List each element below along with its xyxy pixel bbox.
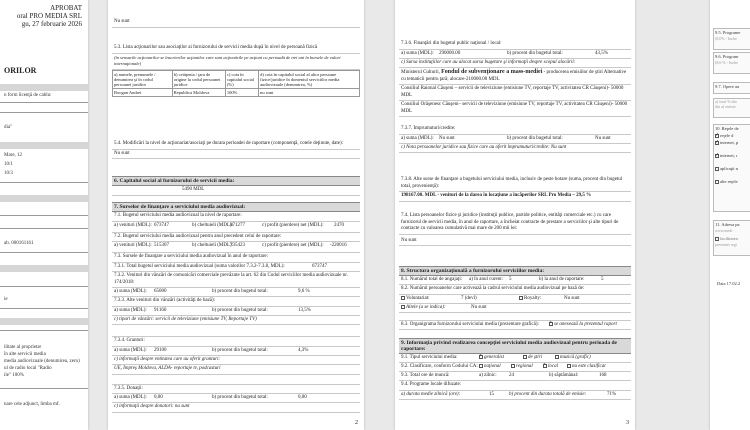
classification-row: [399, 363, 631, 372]
field-note: (8,0% - Inche: [715, 36, 737, 41]
field-label: 9.3. Total ore de muncă:: [401, 373, 450, 378]
field-label: Altele (a se indica):: [406, 304, 446, 310]
news-checkbox[interactable]: [523, 355, 527, 359]
internet-checkbox[interactable]: [715, 154, 719, 158]
field-label: a) venituri (MDL):: [114, 243, 152, 248]
field-group: [713, 98, 750, 118]
field-value: 735423: [230, 243, 245, 248]
form-header-bar: [0, 84, 88, 91]
field-label: 10. Reţele de: [715, 126, 739, 131]
divider: [0, 388, 88, 389]
table-cell: nu sunt: [259, 88, 360, 96]
form-label: ilitate al proprietar: [4, 345, 42, 350]
option-label: regional: [516, 364, 533, 370]
form-label: în alte servicii media: [4, 352, 46, 357]
broadcast-hours-row: [399, 372, 631, 381]
option-label: nu este clasificat: [572, 364, 606, 370]
field-label: a) venituri (MDL):: [114, 222, 152, 228]
section-header: 9. Informaţia privind realizarea concepţiei serviciului media audiovizual pentru perioada de raportare:: [399, 338, 631, 354]
field-label: 7.3.1. Total bugetul serviciului media audiovizual (suma valorilor 7.3.2-7.3.8, MDL):: [114, 263, 285, 269]
option-label: internet, p: [720, 140, 739, 145]
section-7-3-8: [399, 176, 631, 202]
field-label: a) durata medie zilnică (ore):: [401, 391, 461, 397]
funder-name: Ministerul Culturii,: [401, 70, 440, 75]
staff-basis-row: [399, 295, 631, 304]
music-checkbox[interactable]: [555, 355, 559, 359]
funding-purpose: - producerea emisiilor de ştiri Alternative cu tematicii pentru ţară; alocare-210000.00 MDL: [401, 70, 627, 82]
divider: [0, 112, 88, 113]
field-label: b) la anul de raportare:: [539, 277, 585, 282]
field-label: 7.4. Lista persoanelor fizice şi juridice (instituţii publice, partide politice, entităţi comerciale etc.) cu care furnizorul de servicii media, în anul de raportare, a încheiat contracte de prestare a serviciilor şi alte tipuri de contracte cu valoarea cumulativă mai mare de 200 mii lei:: [399, 212, 631, 235]
field-label: a) suma (MDL):: [401, 50, 434, 56]
field-value: 15: [489, 391, 494, 397]
field-label: 9.1. Tipul serviciului media:: [401, 355, 458, 360]
field-value: 29100: [154, 347, 167, 353]
form-label: Mare, 12: [4, 153, 23, 158]
approval-line: oral PRO MEDIA SRL: [16, 12, 82, 20]
field-value: 4,3%: [298, 347, 309, 353]
total-budget-row: [112, 263, 360, 273]
blank-row: [399, 313, 631, 321]
option-label: generalist: [484, 355, 504, 361]
field-label: 9.4. Programe locale difuzate:: [399, 381, 631, 391]
internet-checkbox[interactable]: [715, 141, 719, 145]
approval-block: [17, 4, 82, 28]
loans-row: [399, 135, 631, 144]
field-value: 5490 MDL: [112, 186, 360, 196]
field-label: b) cheltuieli (MDL):: [192, 222, 234, 228]
field-label: Voluntariat:: [406, 295, 430, 301]
form-label: dia": [4, 125, 13, 130]
field-value: 0,00: [154, 395, 163, 400]
field-group: [713, 52, 750, 74]
divider: [0, 252, 88, 253]
option-label: facilitatea: [720, 236, 738, 241]
option-label: alte reţele: [720, 179, 738, 184]
funding-source: [399, 68, 631, 85]
shareholders-table: [112, 70, 360, 97]
field-label: b) procent din bugetul total:: [212, 289, 268, 294]
blank-row: [112, 375, 360, 385]
form-label: 10/1: [4, 162, 13, 167]
orgchart-row: [399, 321, 631, 330]
form-label: n form licenţă de cablu:: [4, 93, 52, 98]
form-header-bar: [0, 142, 88, 149]
funding-source: Consiliul Raional Căuşeni – servicii de televiziune (emisiune TV, reportaje TV, activitatea CR Căuşeni)- 50000 MDL: [399, 85, 631, 101]
field-label: 9.7. Opere au: [715, 84, 740, 89]
field-label: 7.3.4. Granturi:: [112, 337, 360, 347]
field-value: Nu sunt: [564, 295, 580, 301]
section-9: [399, 338, 631, 400]
section-5-3: [112, 44, 360, 97]
networks-group: [713, 124, 750, 212]
field-value: 9,6 %: [298, 289, 310, 294]
facility-checkbox[interactable]: [715, 237, 719, 241]
field-label: Royalty:: [524, 295, 542, 301]
field-label: b) procent din durata totală de emisie:: [509, 391, 587, 397]
option-label: de ştiri: [528, 355, 543, 361]
field-note: c) Nota persoanelor juridice sau fizice care au oferit împrumuturi/credite: Nu sunt: [399, 144, 631, 154]
field-label: a) suma (MDL):: [114, 347, 147, 353]
field-value: 168: [599, 373, 607, 378]
field-value: Nu sunt: [439, 135, 455, 141]
section-5-4: [112, 140, 360, 159]
field-value: Nu sunt: [399, 235, 631, 247]
field-label: 11. Adresa pa: [715, 222, 740, 227]
field-note: din a) emisie: [715, 104, 736, 109]
section-header: 8. Structura organizaţională a furnizorului serviciilor media:: [399, 266, 631, 276]
staff-other-row: [399, 304, 631, 313]
divider: [0, 228, 88, 229]
field-group: [713, 82, 750, 94]
field-label: 7.3.3. Alte venituri din vânzări (activităţi de bază):: [112, 297, 360, 307]
section-7-4: [399, 212, 631, 246]
section-title: 5.4. Modificări la nivel de acţionariat/asociaţi pe durata perioadei de raportare (componenţă, cotele deţinute, date):: [112, 140, 360, 150]
field-value: 5: [509, 277, 512, 282]
not-classified-checkbox[interactable]: [567, 364, 571, 368]
table-header: d) cota în capitalul social al altor persoane fizice/juridice în domeniul serviciilor media audiovizuale (denumirea, %): [259, 70, 360, 88]
field-value: 13,5%: [298, 307, 311, 313]
other-checkbox[interactable]: [401, 305, 405, 309]
field-label: 7.3. Sursele de finanţare a serviciului media audiovizual în anul de raportare:: [112, 253, 360, 263]
table-cell: Boogan Andrei: [113, 88, 173, 96]
generalist-checkbox[interactable]: [479, 355, 483, 359]
section-6: [112, 176, 360, 196]
page-number: 3: [626, 420, 629, 426]
orgchart-attached-checkbox[interactable]: [549, 322, 553, 326]
field-label: 7.1. Bugetul serviciului media audiovizual la nivel de raportare:: [112, 212, 360, 222]
field-label: 7.3.7. Împrumuturi/credite:: [399, 125, 631, 135]
field-value: Nu sunt: [471, 304, 487, 310]
other-network-checkbox[interactable]: [715, 180, 719, 184]
option-label: local: [548, 364, 558, 370]
field-value: UE, Împreş Moldova, ALDA- reportaje tv, podcasturi: [112, 365, 360, 375]
field-value: www.medi: [715, 228, 733, 233]
document-page-3: [395, 0, 635, 430]
divider: [0, 102, 88, 103]
table-cell: 100%: [225, 88, 258, 96]
section-7: [112, 202, 360, 413]
field-note: c) informaţii despre entitatea care au oferit granturi:: [112, 356, 360, 366]
field-note: c) informaţii despre donatori: nu sunt: [112, 403, 360, 413]
field-label: b) săptămânal:: [549, 373, 579, 378]
field-label: 9.5. Programe: [715, 30, 741, 35]
field-label: c) profit (pierdere) net (MDL):: [262, 243, 324, 248]
option-label: reţele d: [720, 133, 734, 138]
section-title: 5.3. Lista acţionarilor sau asociaţilor ai furnizorului de servicii media după în nivel de persoană fizică: [112, 44, 360, 54]
field-label: 9.6. Program: [715, 54, 739, 59]
field-value: se anexează la prezentul raport: [554, 321, 617, 327]
budget-row-previous: [112, 242, 360, 253]
grants-row: [112, 347, 360, 356]
signature-date: Data 17.02.2: [717, 281, 741, 286]
form-label: 10/3: [4, 171, 13, 176]
national-checkbox[interactable]: [479, 364, 483, 368]
approval-line: gu, 27 februarie 2026: [21, 20, 82, 28]
field-value: 43,5%: [595, 50, 608, 56]
page-number: 2: [355, 420, 358, 426]
form-label: ul de radio local "Radio: [4, 366, 52, 371]
field-label: 7.3.8. Alte surse de finanţare a bugetului serviciului media, inclusiv de peste hotare (suma, procent din bugetul total, proveniență):: [399, 176, 631, 192]
network-checkbox[interactable]: [715, 134, 719, 138]
form-label: nare cele adjunct, limba mf.: [4, 402, 60, 407]
commercial-revenue-row: [112, 288, 360, 297]
field-value: 7 (devl): [461, 295, 477, 301]
field-note: prezentei regi: [715, 242, 737, 247]
divider: [0, 308, 88, 309]
form-label: ie: [4, 297, 8, 302]
royalty-checkbox[interactable]: [519, 296, 523, 300]
section-5-2: [112, 18, 360, 28]
field-note: (8,6 % - Inche: [715, 60, 738, 65]
field-label: 7.3.5. Donaţii:: [112, 385, 360, 395]
field-label: 8.3. Organigrama furnizorului serviciului media (prezentare grafică):: [401, 321, 539, 327]
form-header-bar: [0, 265, 88, 272]
divider: [0, 215, 88, 216]
field-label: a) suma (MDL):: [114, 395, 147, 400]
option-label: naţional: [484, 364, 501, 370]
field-note: c) tipuri de vânzări: servicii de televiziune (emisiune TV, Reportaje TV): [112, 316, 360, 326]
field-value: -220016: [330, 243, 347, 248]
field-label: b) cheltuieli (MDL):: [192, 243, 234, 248]
section-7-3-7: [399, 125, 631, 153]
field-label: b) procent din bugetul total:: [212, 347, 268, 353]
field-note: a) total % din: [715, 99, 737, 104]
table-cell: Republica Moldova: [172, 88, 225, 96]
field-label: a) zilnic:: [479, 373, 497, 378]
field-value: 198167.00. MDL - venituri de la darea în locaţiune a încăperilor SRL Pro Media – 29,5 %: [399, 192, 631, 202]
section-header: 6. Capitalul social al furnizorului de servicii media:: [112, 176, 360, 186]
field-label: a) suma (MDL):: [401, 135, 434, 141]
donations-row: [112, 394, 360, 403]
section-header: 7. Surselor de finanţare a serviciului media audiovizual:: [112, 202, 360, 212]
field-group: [713, 220, 750, 256]
app-checkbox[interactable]: [715, 167, 719, 171]
option-label: muzică (grafic): [560, 355, 591, 361]
field-value: 65000: [154, 289, 167, 294]
option-label: aplicaţii n: [720, 166, 738, 171]
section-note: (în sensurile acţionarilor se înscrierilor acţiunilor care sunt acţionările pe acţiuni cu perioadă de trei ani în bursele de valori internaţionale): [112, 54, 360, 70]
field-group: [713, 28, 750, 50]
form-header-bar: [0, 195, 88, 202]
field-label: b) procent din bugetul total:: [212, 307, 268, 313]
field-value: 673747: [312, 263, 327, 269]
divider: [0, 330, 88, 331]
field-label: b) procent din bugetul total:: [507, 50, 563, 56]
option-label: internet, r: [720, 153, 738, 158]
divider: [0, 182, 88, 183]
field-label: 7.3.2. Venituri din vânzări de comunicări comerciale prevăzute la art. 62 din Codul serviciilor media audiovizuale nr. 174/2018:: [112, 272, 360, 288]
field-label: 8.2. Numărul persoanelor care activează la cadrul serviciului media audiovizual pe bază de:: [399, 285, 631, 295]
funding-source: Consiliul Orăşenesc Căuşeni– servicii de televiziune (emisiune TV, reportaje TV, activitatea CR Căuşeni)- 50000 MDL: [399, 101, 631, 117]
field-value: Nu sunt: [595, 135, 611, 141]
field-value: 5: [601, 277, 604, 282]
field-value: 71%: [607, 391, 617, 397]
field-note: c) Sursa instituţiilor care au alocat sursa bugetare şi informaţii despre scopul alocării:: [399, 59, 631, 69]
field-value: 0,00: [298, 395, 307, 400]
table-header: c) cota în capitalul social (%): [225, 70, 258, 88]
employees-row: [399, 276, 631, 285]
field-label: a) în anul curent:: [469, 277, 504, 282]
local-checkbox[interactable]: [543, 364, 547, 368]
field-value: 24: [509, 373, 514, 378]
divider: [0, 286, 88, 287]
public-funding-row: [399, 50, 631, 59]
document-page-4: [710, 0, 750, 430]
blank-row: [112, 325, 360, 337]
table-header: a) numele, prenumele / denumirea şi în codul persoanei juridice: [113, 70, 173, 88]
field-label: c) profit (pierdere) net (MDL):: [262, 222, 324, 228]
form-label: media audiovizuale (denumirea, zero): [4, 359, 80, 364]
report-title: ORILOR: [4, 66, 37, 75]
table-header: b) cetăţenia / ţara de origine la codul persoanei juridice: [172, 70, 225, 88]
funder-name-emphasis: Fondul de subvenţionare a mass-mediei: [441, 69, 543, 75]
other-sales-row: [112, 307, 360, 316]
section-7-3-6: [399, 40, 631, 117]
form-label: ile" 100%: [4, 373, 24, 378]
service-type-row: [399, 354, 631, 363]
field-value: Nu sunt: [112, 150, 360, 160]
form-label: ab. 000161161: [4, 241, 34, 246]
field-label: 7.2. Bugetul serviciului media audiovizual pentru anul precedent celui de raportare:: [112, 233, 360, 243]
field-label: 8.1. Numărul total de angajaţi:: [401, 277, 463, 282]
field-label: b) procent din bugetul total:: [507, 135, 563, 141]
field-label: 9.2. Clasificare, conform Codului CA:: [401, 364, 478, 369]
field-label: a) suma (MDL):: [114, 289, 147, 294]
field-value: 290000.00: [439, 50, 461, 56]
field-label: a) suma (MDL):: [114, 307, 147, 313]
budget-row-current: [112, 222, 360, 233]
table-row: [113, 88, 360, 96]
field-value: 515307: [154, 243, 169, 248]
field-value: 673747: [154, 222, 169, 228]
volunteer-checkbox[interactable]: [401, 296, 405, 300]
approval-line: APROBAT: [50, 4, 82, 12]
local-programs-row: [399, 391, 631, 400]
field-value: Nu sunt: [112, 18, 360, 28]
form-header-bar: [0, 318, 88, 325]
field-value: 91160: [154, 307, 167, 313]
document-page-2: [108, 0, 364, 430]
field-label: b) procent din bugetul total:: [212, 395, 268, 400]
field-value: 2470: [334, 222, 344, 228]
document-page-1: [0, 0, 88, 430]
section-8: [399, 266, 631, 330]
field-label: 7.3.6. Finanţări din bugetul public naţional / local:: [399, 40, 631, 50]
regional-checkbox[interactable]: [511, 364, 515, 368]
field-value: 671277: [230, 222, 245, 228]
